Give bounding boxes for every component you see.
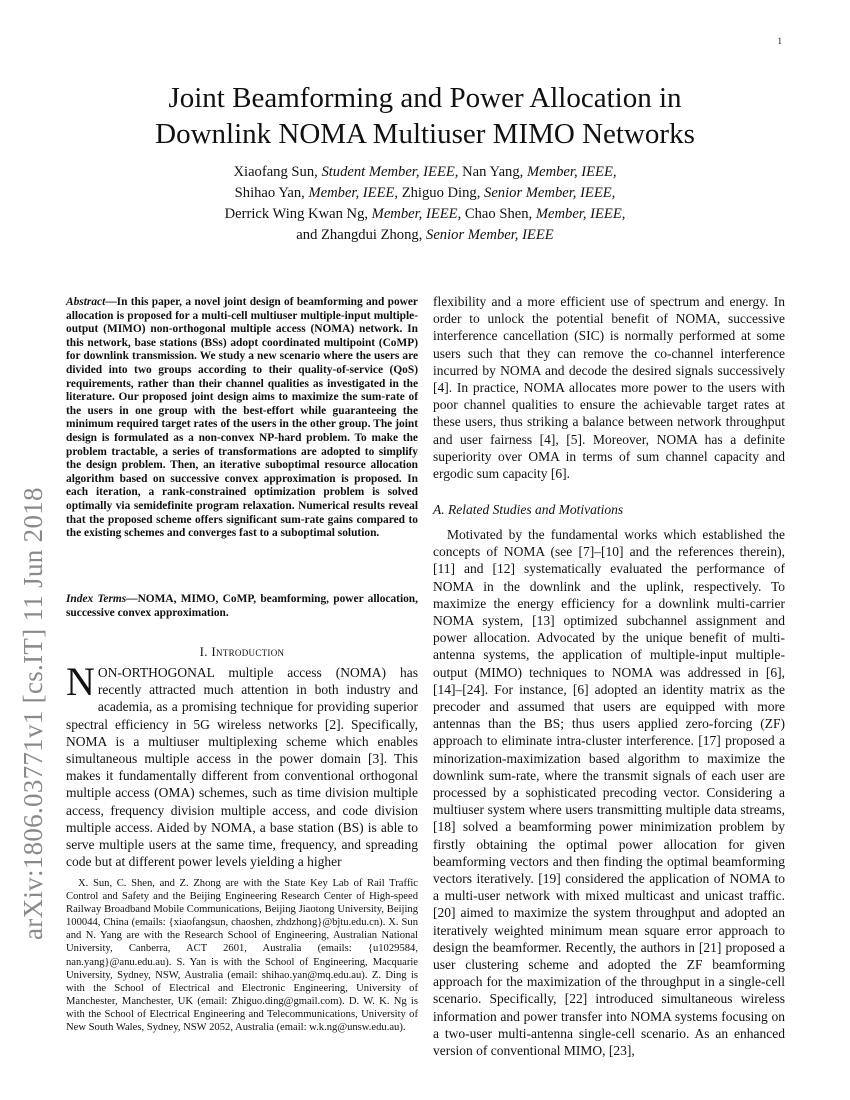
drop-cap: N <box>66 659 95 704</box>
paper-title <box>80 80 770 152</box>
index-terms-label: Index Terms <box>66 593 127 605</box>
title-line-1: Joint Beamforming and Power Allocation in <box>168 82 682 114</box>
section-heading <box>66 644 418 660</box>
author-role: Member, IEEE, <box>526 164 617 180</box>
author-role: Member, IEEE, <box>535 206 626 222</box>
subsection-heading: A. Related Studies and Motivations <box>433 502 624 517</box>
author-role: Student Member, IEEE, <box>321 164 459 180</box>
author-name: Zhiguo Ding, <box>401 185 481 201</box>
abstract <box>66 296 418 541</box>
index-terms-text: —NOMA, MIMO, CoMP, beamforming, power allocation, successive convex approximation. <box>66 593 418 619</box>
author-role: Member, IEEE, <box>308 185 399 201</box>
abstract-label: Abstract <box>66 296 106 308</box>
author-line <box>120 162 730 183</box>
intro-text: multiple access (NOMA) has recently attracted much attention in both industry and academia, as a promising technique for providing superior spectral efficiency in 5G wireless networks [2]. Specifically, NOMA is a multiuser multiplexing scheme which enables simultaneous multiple access in the power domain [3]. This makes it fundamentally different from conventional orthogonal multiple access (OMA) schemes, such as time division multiple access, frequency division multiple access, and code division multiple access. Aided by NOMA, a base station (BS) is able to serve multiple users at the same time, frequency, and spreading code but at different power levels yielding a higher <box>66 665 418 870</box>
author-role: Senior Member, IEEE, <box>484 185 616 201</box>
author-name: Nan Yang, <box>462 164 524 180</box>
right-paragraph-2: Motivated by the fundamental works which established the concepts of NOMA (see [7]–[10] and the references therein), [11] and [12] systematically evaluated the performance of NOMA in the downlink and the uplink, respectively. To maximize the energy efficiency for a downlink multi-carrier NOMA system, [13] optimized subchannel assignment and power allocation. Advocated by the unique benefit of multi-antenna systems, the application of multiple-input multiple-output (MIMO) techniques to NOMA was addressed in [6], [14]–[24]. For instance, [6] adopted an identity matrix as the precoder and assumed that users are equipped with more antennas than the BS; thus users applied zero-forcing (ZF) approach to eliminate intra-cluster interference. [17] proposed a minorization-maximization based algorithm to maximize the downlink sum-rate, where the transmit signals of each user are processed by a sophisticated precoding vector. Considering a multiuser system where users transmitting multiple data streams, [18] solved a beamforming power minimization problem by firstly obtaining the optimal power allocation for given beamforming vectors and then finding the optimal beamforming vectors iteratively. [19] considered the application of NOMA to a multi-user network with mixed multicast and unicast traffic. [20] aimed to maximize the system throughput and adopted an iteratively weighted minimum mean square error approach to design the beamformer. Recently, the authors in [21] proposed a user clustering scheme and adopted the ZF beamforming approach for the maximization of the throughput in a single-cell scenario. Specifically, [22] introduced simultaneous wireless information and power transfer into NOMA systems focusing on a two-user multi-antenna single-cell scenario. As an enhanced version of conventional MIMO, [23], <box>433 527 785 1059</box>
footnote: X. Sun, C. Shen, and Z. Zhong are with the State Key Lab of Rail Traffic Control and Safety and the Beijing Engineering Research Center of High-speed Railway Broadband Mobile Communications, Beijing Jiaotong University, Beijing 100044, China (emails: {xiaofangsun, chaoshen, zhdzhong}@bjtu.edu.cn). X. Sun and N. Yang are with the Research School of Engineering, Australian National University, Canberra, ACT 2601, Australia (emails: {u1029584, nan.yang}@anu.edu.au). S. Yan is with the School of Engineering, Macquarie University, Sydney, NSW, Australia (email: shihao.yan@mq.edu.au). Z. Ding is with the School of Electrical and Electronic Engineering, University of Manchester, Manchester, UK (email: Zhiguo.ding@gmail.com). D. W. K. Ng is with the School of Electrical Engineering and Telecommunications, University of New South Wales, Sydney, NSW 2052, Australia (email: w.k.ng@unsw.edu.au). <box>66 878 418 1034</box>
author-list <box>120 162 730 246</box>
page-number: 1 <box>777 36 782 46</box>
section-number: I. <box>199 644 208 659</box>
author-line <box>120 183 730 204</box>
author-name: Derrick Wing Kwan Ng, <box>224 206 369 222</box>
author-name: and Zhangdui Zhong, <box>296 227 423 243</box>
author-role: Member, IEEE, <box>371 206 462 222</box>
author-name: Xiaofang Sun, <box>233 164 318 180</box>
title-line-2: Downlink NOMA Multiuser MIMO Networks <box>155 118 695 150</box>
author-role: Senior Member, IEEE <box>426 227 554 243</box>
author-line <box>120 225 730 246</box>
intro-paragraph <box>66 659 418 870</box>
arxiv-stamp: arXiv:1806.03771v1 [cs.IT] 11 Jun 2018 <box>18 487 48 940</box>
abstract-text: —In this paper, a novel joint design of beamforming and power allocation is proposed for a multi-cell multiuser multiple-input multiple-output (MIMO) non-orthogonal multiple access (NOMA) network. In this network, base stations (BSs) adopt coordinated multipoint (CoMP) for downlink transmission. We study a new scenario where the users are divided into two groups according to their quality-of-service (QoS) requirements, rather than their channel qualities as investigated in the literature. Our proposed joint design aims to maximize the sum-rate of the users in one group with the best-effort while guaranteeing the minimum required target rates of the users in the other group. The joint design is formulated as a non-convex NP-hard problem. To make the problem tractable, a series of transformations are adopted to simplify the design problem. Then, an iterative suboptimal resource allocation algorithm based on successive convex approximation is proposed. In each iteration, a rank-constrained optimization problem is solved optimally via semidefinite program relaxation. Numerical results reveal that the proposed scheme offers significant sum-rate gains compared to the existing schemes and converges fast to a suboptimal solution. <box>66 296 418 540</box>
author-line <box>120 204 730 225</box>
intro-lead-word: ON-ORTHOGONAL <box>97 665 215 680</box>
author-name: Shihao Yan, <box>234 185 305 201</box>
index-terms <box>66 593 418 620</box>
author-name: Chao Shen, <box>464 206 533 222</box>
right-paragraph-1: flexibility and a more efficient use of spectrum and energy. In order to unlock the potential benefit of NOMA, successive interference cancellation (SIC) is normally performed at some users such that they can remove the co-channel interference incurred by NOMA and decode the desired signals successively [4]. In practice, NOMA allocates more power to the users with poor channel qualities to ensure the achievable target rates at these users, thus striking a balance between network throughput and user fairness [4], [5]. Moreover, NOMA has a definite superiority over OMA in terms of sum channel capacity and ergodic sum capacity [6]. <box>433 294 785 482</box>
section-title: Introduction <box>211 644 285 659</box>
